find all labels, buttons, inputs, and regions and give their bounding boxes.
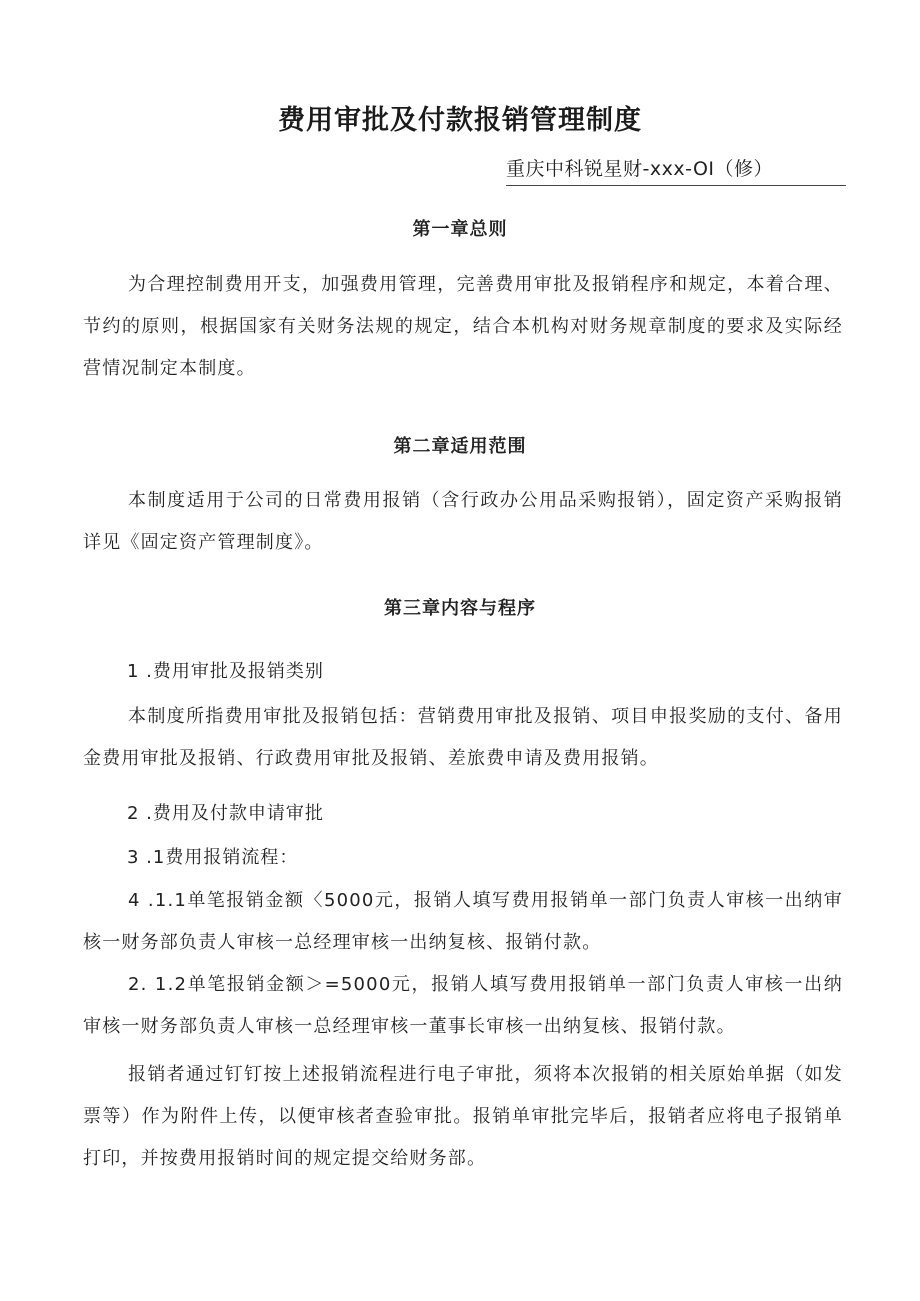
section-item: 1 .费用审批及报销类别 xyxy=(127,661,324,682)
document-code: 重庆中科锐星财-xxx-OI（修） xyxy=(506,154,846,186)
section-paragraph: 报销者通过钉钉按上述报销流程进行电子审批，须将本次报销的相关原始单据（如发票等）作为附件上传，以便审核者查验审批。报销单审批完毕后，报销者应将电子报销单打印，并按费用报销时间的规定提交给财务部。 xyxy=(83,1064,843,1169)
section-paragraph: 本制度所指费用审批及报销包括：营销费用审批及报销、项目申报奖励的支付、备用金费用审批及报销、行政费用审批及报销、差旅费申请及费用报销。 xyxy=(83,706,843,769)
chapter-2-heading: 第二章适用范围 xyxy=(393,436,527,457)
chapter-2-paragraph: 本制度适用于公司的日常费用报销（含行政办公用品采购报销），固定资产采购报销详见《固定资产管理制度》。 xyxy=(83,490,843,553)
section-item: 2 .费用及付款申请审批 xyxy=(127,803,324,824)
section-paragraph: 2. 1.2单笔报销金额＞=5000元，报销人填写费用报销单一部门负责人审核一出纳审核一财务部负责人审核一总经理审核一董事长审核一出纳复核、报销付款。 xyxy=(83,974,843,1037)
chapter-1-heading: 第一章总则 xyxy=(412,219,508,240)
section-paragraph: 4 .1.1单笔报销金额〈5000元，报销人填写费用报销单一部门负责人审核一出纳审核一财务部负责人审核一总经理审核一出纳复核、报销付款。 xyxy=(83,890,843,953)
section-item: 3 .1费用报销流程： xyxy=(127,847,299,868)
chapter-3-heading: 第三章内容与程序 xyxy=(384,598,536,619)
chapter-1-paragraph: 为合理控制费用开支，加强费用管理，完善费用审批及报销程序和规定，本着合理、节约的原则，根据国家有关财务法规的规定，结合本机构对财务规章制度的要求及实际经营情况制定本制度。 xyxy=(83,274,843,379)
document-title: 费用审批及付款报销管理制度 xyxy=(278,105,642,136)
